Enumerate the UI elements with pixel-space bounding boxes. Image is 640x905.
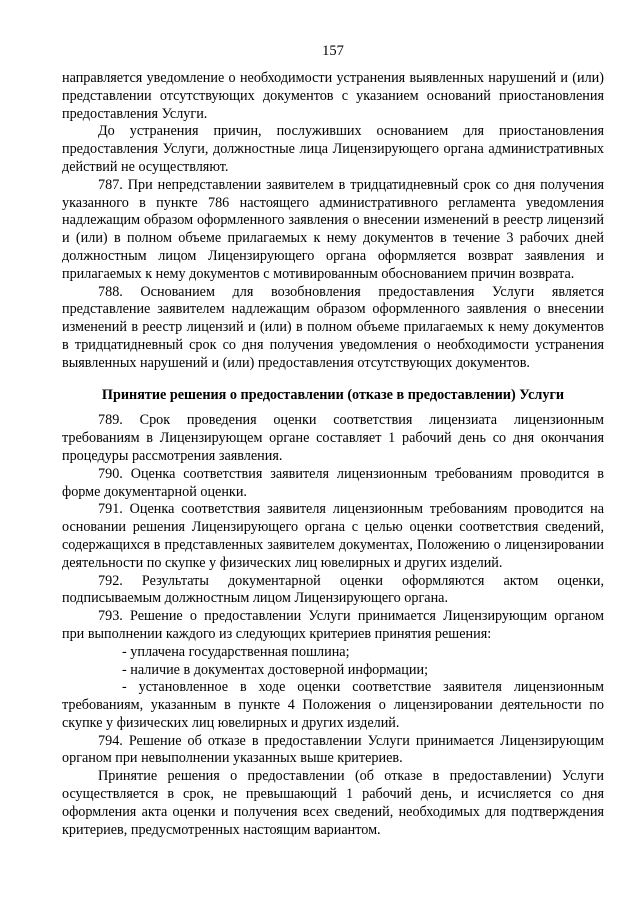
- page-number: 157: [322, 43, 344, 59]
- paragraph-790: 790. Оценка соответствия заявителя лицензионным требованиям проводится в форме документарной оценки.: [62, 465, 604, 500]
- criteria-item-fee: - уплачена государственная пошлина;: [122, 643, 350, 660]
- criteria-item-reliable-info: - наличие в документах достоверной информации;: [122, 661, 429, 678]
- paragraph-notification: направляется уведомление о необходимости устранения выявленных нарушений и (или) представлении отсутствующих документов с указанием оснований приостановления предоставления Услуги.: [62, 70, 604, 122]
- paragraph-788: 788. Основанием для возобновления предоставления Услуги является представление заявителем надлежащим образом оформленного заявления о внесении изменений в реестр лицензий и (или) в полном объеме прилагаемых к нему документов в тридцатидневный срок со дня получения уведомления о необходимости устранения выявленных нарушений и (или) предоставления отсутствующих документов.: [62, 283, 604, 371]
- paragraph-792: 792. Результаты документарной оценки оформляются актом оценки, подписываемым должностным лицом Лицензирующего органа.: [62, 572, 604, 607]
- section-heading: Принятие решения о предоставлении (отказе в предоставлении) Услуги: [101, 386, 565, 403]
- paragraph-decision-term: Принятие решения о предоставлении (об отказе в предоставлении) Услуги осуществляется в срок, не превышающий 1 рабочий день, и исчисляется со дня оформления акта оценки и получения всех сведений, необходимых для подтверждения критериев, предусмотренных настоящим вариантом.: [62, 768, 604, 838]
- paragraph-791: 791. Оценка соответствия заявителя лицензионным требованиям проводится на основании решения Лицензирующего органа с целью оценки соответствия сведений, содержащихся в представленных заявителем документах, Положению о лицензировании деятельности по скупке у физических лиц ювелирных и других изделий.: [62, 501, 604, 571]
- paragraph-793: 793. Решение о предоставлении Услуги принимается Лицензирующим органом при выполнении каждого из следующих критериев принятия решения:: [62, 608, 604, 642]
- criteria-item-compliance: - установленное в ходе оценки соответствие заявителя лицензионным требованиям, указанным в пункте 4 Положения о лицензировании деятельности по скупке у физических лиц ювелирных и других изделий.: [62, 679, 604, 731]
- paragraph-suspension: До устранения причин, послуживших основанием для приостановления предоставления Услуги, должностные лица Лицензирующего органа административных действий не осуществляют.: [62, 123, 604, 175]
- paragraph-787: 787. При непредставлении заявителем в тридцатидневный срок со дня получения указанного в пункте 786 настоящего административного регламента уведомления надлежащим образом оформленного заявления о внесении изменений в реестр лицензий и (или) в полном объеме прилагаемых к нему документов в течение 3 рабочих дней должностным лицом Лицензирующего органа оформляется возврат заявления и прилагаемых к нему документов с мотивированным обоснованием причин возврата.: [62, 176, 604, 282]
- paragraph-794: 794. Решение об отказе в предоставлении Услуги принимается Лицензирующим органом при невыполнении указанных выше критериев.: [62, 732, 604, 767]
- paragraph-789: 789. Срок проведения оценки соответствия лицензиата лицензионным требованиям в Лицензирующем органе составляет 1 рабочий день со дня окончания процедуры рассмотрения заявления.: [62, 412, 604, 464]
